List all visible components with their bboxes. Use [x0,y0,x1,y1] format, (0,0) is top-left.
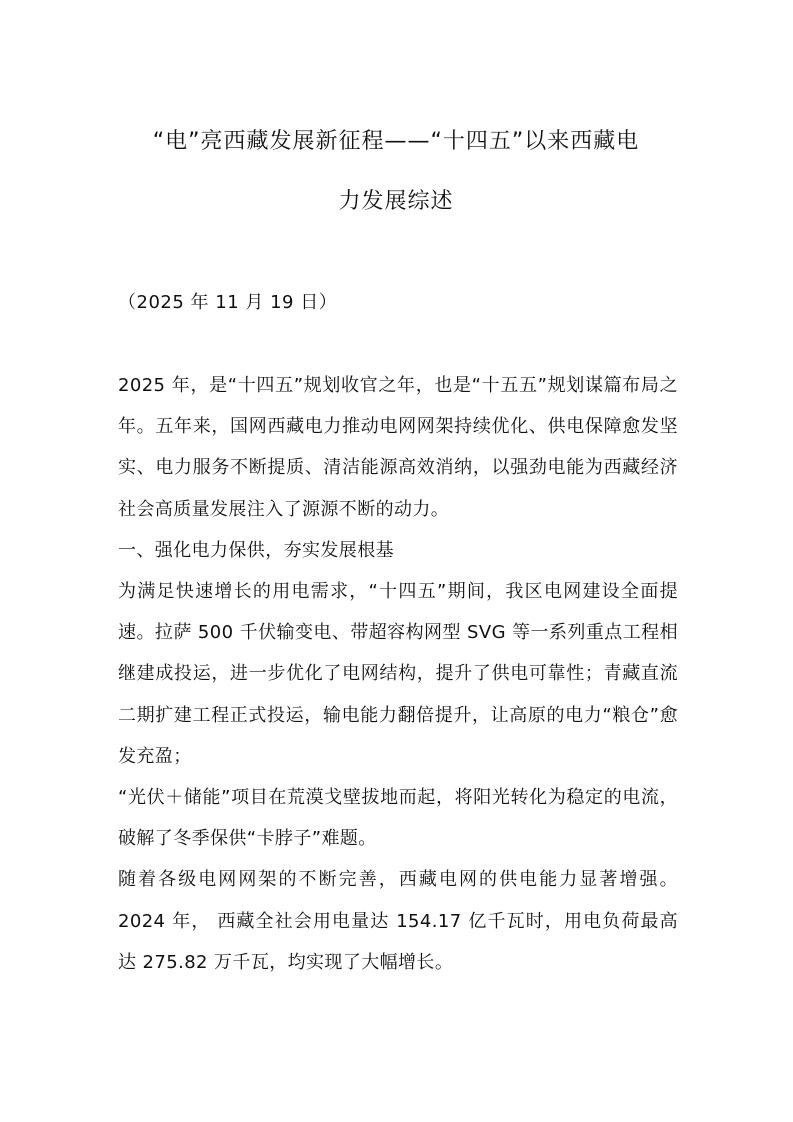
document-title [118,112,674,232]
section-heading-1: 一、强化电力保供，夯实发展根基 [118,539,394,561]
paragraph-supply-capacity: 随着各级电网网架的不断完善，西藏电网的供电能力显著增强。2024 年， 西藏全社会用电量达 154.17 亿千瓦时，用电负荷最高达 275.82 万千瓦，均实现了大幅增长。 [118,869,678,973]
document-body [118,365,678,983]
document-date: （2025 年 11 月 19 日） [118,292,338,313]
title-line-1: “电”亮西藏发展新征程——“十四五”以来西藏电 [152,129,640,154]
paragraph-pv-storage: “光伏＋储能”项目在荒漠戈壁拔地而起，将阳光转化为稳定的电流，破解了冬季保供“卡脖子”难题。 [118,787,678,850]
paragraph-intro: 2025 年，是“十四五”规划收官之年，也是“十五五”规划谋篇布局之年。五年来，国网西藏电力推动电网网架持续优化、供电保障愈发坚实、电力服务不断提质、清洁能源高效消纳，以强劲电能为西藏经济社会高质量发展注入了源源不断的动力。 [118,375,678,520]
title-line-2: 力发展综述 [338,189,454,214]
paragraph-grid-construction: 为满足快速增长的用电需求，“十四五”期间，我区电网建设全面提速。拉萨 500 千伏输变电、带超容构网型 SVG 等一系列重点工程相继建成投运，进一步优化了电网结构，提升了供电可靠性；青藏直流二期扩建工程正式投运，输电能力翻倍提升，让高原的电力“粮仓”愈发充盈； [118,581,678,767]
